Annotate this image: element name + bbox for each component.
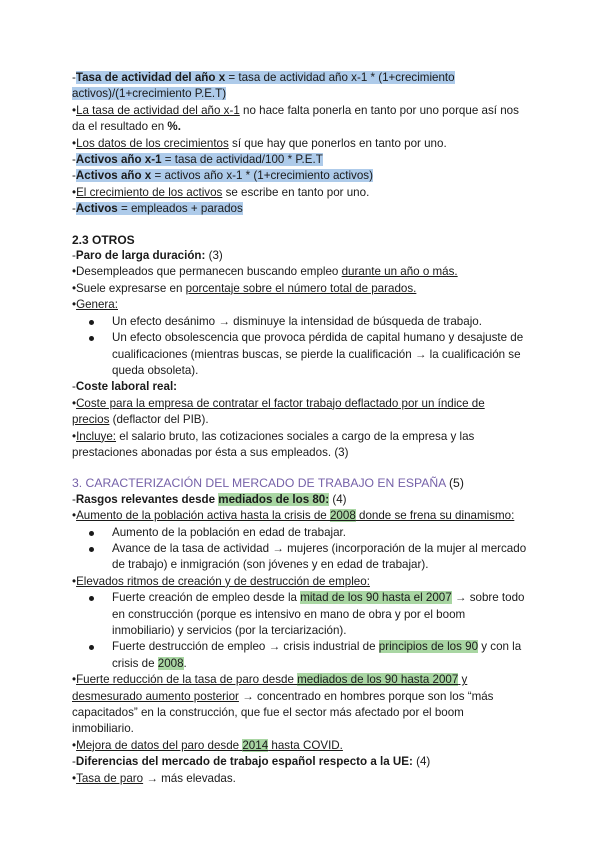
paragraph-tasa-paro (72, 771, 542, 787)
list-item (72, 639, 542, 672)
formula-text: = empleados + parados (117, 202, 243, 216)
body-text: no hace falta ponerla en tanto por uno porque así nos (239, 103, 519, 117)
term-activos: Activos (75, 202, 118, 216)
body-text: el salario bruto, las cotizaciones sociales a cargo de la empresa y las (116, 429, 475, 443)
paragraph-crecimientos (72, 136, 542, 152)
paragraph-ritmos (72, 574, 542, 590)
highlight-green: 2014 (242, 738, 269, 752)
bullet: • (72, 574, 77, 588)
term-coste-laboral: Coste laboral real: (75, 380, 178, 394)
paragraph-incluye (72, 429, 542, 462)
underlined-text: Aumento de la población activa hasta la crisis de (76, 509, 330, 523)
paragraph-activos-x (72, 168, 542, 184)
paragraph-reduccion-paro (72, 672, 542, 738)
paragraph-diferencias-ue (72, 754, 542, 770)
underlined-text: precios (72, 413, 110, 427)
list-item-text: Un efecto desánimo → disminuye la intensidad de búsqueda de trabajo. (112, 314, 482, 328)
list-item-text: Un efecto obsolescencia que provoca pérdida de capital humano y desajuste de (112, 331, 524, 345)
list-item (72, 330, 542, 379)
list-item-text: inmobiliario) y servicios (por la terciarización). (112, 624, 347, 637)
body-text: se escribe en tanto por uno. (222, 185, 370, 199)
list-item-text: cualificaciones (mientras buscas, se pierde la cualificación → la cualificación se (112, 347, 521, 361)
term-tasa-actividad: Tasa de actividad del año x (75, 71, 226, 84)
formula-text-cont: activos)/(1+crecimiento P.E.T) (72, 87, 227, 101)
section-heading-text: 3. CARACTERIZACIÓN DEL MERCADO DE TRABAJO EN ESPAÑA (72, 476, 446, 491)
bullet: • (72, 185, 77, 199)
term-activos-x1: Activos año x-1 (75, 153, 162, 167)
dash: - (72, 153, 76, 167)
highlight-green: mitad de los 90 hasta el 2007 (300, 591, 452, 605)
reference-number: (4) (329, 492, 347, 506)
bullet: • (72, 136, 77, 150)
body-text: → concentrado en hombres porque son los “más (238, 689, 494, 703)
paragraph-tasa-x1 (72, 103, 542, 136)
bullet: • (72, 429, 77, 443)
paragraph-aumento-poblacion (72, 508, 542, 524)
dash: - (72, 202, 76, 216)
body-text: prestaciones abonadas por ésta a sus empleados. (3) (72, 445, 349, 459)
reference-number: (4) (412, 755, 431, 769)
list-item-text: Avance de la tasa de actividad → mujeres (incorporación de la mujer al mercado (112, 541, 527, 555)
underlined-text: Genera: (76, 298, 118, 312)
body-text: inmobiliario. (72, 722, 134, 736)
list-item (72, 541, 542, 574)
list-item-text: de trabajo) e inmigración (son jóvenes y en edad de trabajar). (112, 558, 429, 572)
dash: - (72, 492, 76, 506)
bullet: • (72, 103, 77, 117)
spacer (72, 461, 542, 475)
list-item-text: Fuerte destrucción de empleo → crisis industrial de (112, 640, 379, 654)
body-text: •Desempleados que permanecen buscando empleo (72, 265, 342, 279)
highlight-green: 2008 (157, 656, 184, 670)
list-item-text: en construcción (porque es intensivo en mano de obra y por el boom (112, 607, 466, 621)
list-item (72, 314, 542, 330)
underlined-text: durante un año o más. (341, 265, 458, 279)
term-underlined: El crecimiento de los activos (76, 185, 223, 199)
list-item (72, 525, 542, 541)
underlined-text: Coste para la empresa de contratar el factor trabajo deflactado por un índice de (76, 396, 485, 410)
formula-text: = tasa de actividad/100 * P.E.T (161, 153, 323, 167)
bullet: • (72, 771, 77, 785)
term-paro-larga: Paro de larga duración: (75, 249, 206, 263)
list-item-text: Aumento de la población en edad de trabajar. (112, 525, 346, 539)
highlight-green: principios de los 90 (378, 640, 479, 654)
highlight-green: mediados de los 80: (218, 492, 330, 506)
paragraph-genera (72, 297, 542, 313)
body-text: capacitados” en la construcción, que fue el sector más afectado por el boom (72, 706, 464, 720)
body-text: da el resultado en (72, 120, 168, 134)
paragraph-desempleados (72, 264, 542, 280)
dash: - (72, 755, 76, 769)
paragraph-tasa-actividad (72, 70, 542, 103)
dash: - (72, 380, 76, 394)
list-item-text: crisis de (112, 656, 158, 670)
dash: - (72, 169, 76, 183)
section-heading-2-3: 2.3 OTROS (72, 232, 135, 247)
underlined-text: Mejora de datos del paro desde (76, 738, 243, 752)
body-text: sí que hay que ponerlos en tanto por uno. (228, 136, 447, 150)
spacer (72, 218, 542, 232)
paragraph-activos-x1 (72, 152, 542, 168)
list-item-text: y con la (478, 640, 522, 654)
list-item (72, 590, 542, 639)
underlined-text: desmesurado aumento posterior (72, 689, 239, 703)
underlined-text: Tasa de paro (76, 771, 144, 785)
paragraph-crecimiento-activos (72, 185, 542, 201)
body-text: •Suele expresarse en (72, 281, 186, 295)
list-item-text: queda obsoleta). (112, 363, 199, 377)
bullet: • (72, 673, 77, 687)
dash: - (72, 71, 76, 84)
bullet: • (72, 396, 77, 410)
highlight-green: 2008 (329, 509, 356, 523)
document-page (72, 70, 542, 787)
paragraph-rasgos (72, 492, 542, 508)
highlight-green: mediados de los 90 hasta 2007 (297, 673, 459, 687)
formula-text: = activos año x-1 * (1+crecimiento activos) (151, 169, 373, 183)
term-diferencias: Diferencias del mercado de trabajo español respecto a la UE: (75, 755, 413, 769)
underlined-text: Incluye: (76, 429, 117, 443)
term-activos-x: Activos año x (75, 169, 152, 183)
list-item-text: Fuerte creación de empleo desde la (112, 591, 301, 605)
dash: - (72, 249, 76, 263)
reference-number: (5) (445, 476, 464, 491)
underlined-text: y (458, 673, 468, 687)
underlined-text: hasta COVID. (268, 738, 343, 752)
paragraph-activos (72, 201, 542, 217)
term-underlined: La tasa de actividad del año x-1 (76, 103, 240, 117)
paragraph-coste-laboral (72, 379, 542, 395)
paragraph-paro-larga (72, 248, 542, 264)
underlined-text: porcentaje sobre el número total de parados. (185, 281, 417, 295)
paragraph-mejora-datos (72, 738, 542, 754)
section-heading-3 (72, 475, 542, 491)
paragraph-porcentaje (72, 281, 542, 297)
underlined-text: Fuerte reducción de la tasa de paro desde (76, 673, 298, 687)
list-item-text: . (183, 656, 187, 670)
reference-number: (3) (205, 249, 223, 263)
body-text: → más elevadas. (143, 771, 236, 785)
bullet: • (72, 298, 77, 312)
underlined-text: donde se frena su dinamismo: (355, 509, 515, 523)
bullet: • (72, 509, 77, 523)
list-item-text: → sobre todo (451, 591, 525, 605)
formula-text: = tasa de actividad año x-1 * (1+crecimiento (225, 71, 455, 84)
paragraph-coste-def (72, 396, 542, 429)
body-text: (deflactor del PIB). (109, 413, 209, 427)
percent-sign: %. (167, 120, 181, 134)
bullet: • (72, 738, 77, 752)
term-underlined: Los datos de los crecimientos (76, 136, 229, 150)
underlined-text: Elevados ritmos de creación y de destrucción de empleo: (76, 574, 370, 588)
term-rasgos: Rasgos relevantes desde (75, 492, 219, 506)
